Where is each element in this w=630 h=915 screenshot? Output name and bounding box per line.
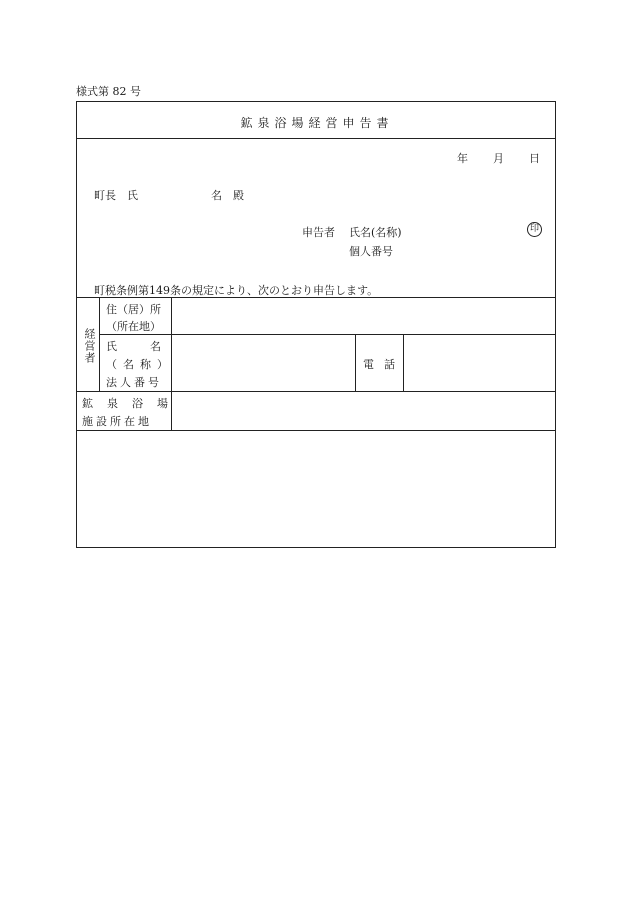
facility-label-line2: 施設所在地 <box>82 415 152 428</box>
title-divider <box>77 138 555 139</box>
date-day: 日 <box>529 152 540 165</box>
name-label-line1: 氏名 <box>106 340 194 353</box>
address-label-line1: 住（居）所 <box>106 303 161 316</box>
remarks-area[interactable] <box>81 434 551 542</box>
addressee-mayor: 町長 氏 <box>94 189 138 202</box>
date-year: 年 <box>457 152 468 165</box>
address-field[interactable] <box>175 300 551 332</box>
name-label-line3: 法人番号 <box>106 376 162 389</box>
phone-left-divider <box>355 334 356 391</box>
declaration-text: 町税条例第149条の規定により、次のとおり申告します。 <box>94 284 379 297</box>
addressee-suffix: 名 殿 <box>211 189 244 202</box>
facility-label-line1: 鉱泉浴場 <box>82 397 182 410</box>
operator-label: 経営者 <box>83 328 96 364</box>
table-bottom-line <box>77 430 555 431</box>
form-number: 様式第 82 号 <box>76 85 141 98</box>
table-top-line <box>77 297 555 298</box>
date-month: 月 <box>493 152 504 165</box>
declarant-name-label: 氏名(名称) <box>349 226 402 239</box>
name-field[interactable] <box>175 337 351 387</box>
operator-bottom-line <box>77 391 555 392</box>
name-label-line2: （名称） <box>106 358 174 371</box>
declarant-label: 申告者 <box>302 226 335 239</box>
facility-address-field[interactable] <box>175 394 551 426</box>
phone-label: 電話 <box>363 358 405 371</box>
operator-divider <box>99 334 555 335</box>
form-title: 鉱泉浴場経営申告書 <box>240 116 394 130</box>
phone-field[interactable] <box>407 338 551 386</box>
address-label-line2: （所在地） <box>106 320 161 333</box>
operator-label-divider <box>99 297 100 391</box>
seal-mark-icon: 印 <box>527 222 542 237</box>
declarant-individual-number: 個人番号 <box>349 245 393 258</box>
declaration-form <box>76 101 556 548</box>
